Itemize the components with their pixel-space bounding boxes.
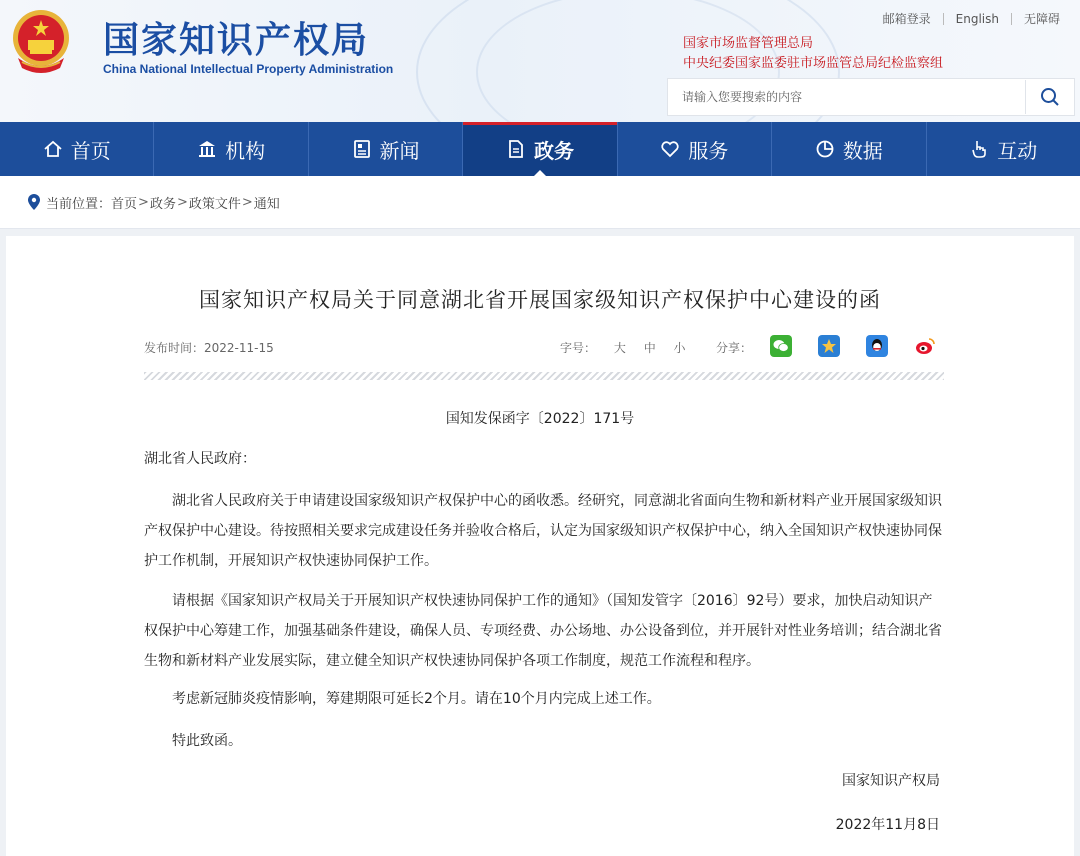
affiliate-link-inspection[interactable]: 中央纪委国家监委驻市场监管总局纪检监察组 [683,56,944,71]
divider [144,372,944,380]
affiliate-link-samr[interactable]: 国家市场监督管理总局 [683,36,814,51]
breadcrumb [0,176,1080,229]
paragraph: 请根据《国家知识产权局关于开展知识产权快速协同保护工作的通知》（国知发管字〔2016〕92号）要求，加快启动知识产权保护中心筹建工作，加强基础条件建设，确保人员、专项经费、办公场地、办公设备到位，并开展针对性业务培训；结合湖北省生物和新材料产业发展实际，建立健全知识产权快速协同保护各项工作制度，规范工作流程和程序。 [144,593,942,669]
breadcrumb-separator: > [138,194,149,210]
nav-item-interaction[interactable] [927,122,1080,176]
document-icon [506,139,526,159]
article [6,236,1074,856]
accessibility-link[interactable]: 无障碍 [1023,12,1060,26]
qzone-icon[interactable] [818,335,840,357]
english-link[interactable]: English [955,11,999,26]
breadcrumb-separator: > [241,194,253,210]
breadcrumb-item[interactable]: 政务 [149,196,176,212]
mail-login-link[interactable]: 邮箱登录 [882,12,931,26]
signer: 国家知识产权局 [842,773,940,789]
nav-item-institution[interactable] [154,122,308,176]
salutation: 湖北省人民政府： [144,451,256,467]
news-icon [352,139,372,159]
nav-item-news[interactable] [309,122,463,176]
font-size-medium[interactable]: 中 [643,341,656,355]
qq-icon[interactable] [866,335,888,357]
nav-item-government-affairs[interactable] [463,122,617,176]
breadcrumb-item[interactable]: 首页 [111,196,138,212]
building-icon [197,139,217,159]
article-title: 国家知识产权局关于同意湖北省开展国家级知识产权保护中心建设的函 [199,288,881,312]
font-size-label: 字号： [560,341,597,355]
font-size-small[interactable]: 小 [673,341,686,355]
national-emblem-icon [10,8,72,78]
paragraph: 湖北省人民政府关于申请建设国家级知识产权保护中心的函收悉。经研究，同意湖北省面向生物和新材料产业开展国家级知识产权保护中心建设。待按照相关要求完成建设任务并验收合格后，认定为国家级知识产权保护中心，纳入全国知识产权快速协同保护工作机制，开展知识产权快速协同保护工作。 [144,493,942,569]
location-pin-icon [28,194,40,210]
nav-item-data[interactable] [772,122,926,176]
nav-item-home[interactable] [0,122,154,176]
wechat-icon[interactable] [770,335,792,357]
sign-date: 2022年11月8日 [835,817,940,833]
heart-icon [660,139,680,159]
search-button[interactable] [1025,80,1074,114]
main-nav [0,122,1080,176]
weibo-icon[interactable] [914,335,936,357]
home-icon [43,139,63,159]
site-header [0,0,1080,122]
hand-pointer-icon [969,139,989,159]
search-input[interactable] [668,79,1025,115]
nav-label: 首页 [70,138,111,163]
pie-chart-icon [815,139,835,159]
nav-label: 新闻 [379,138,420,163]
font-size-large[interactable]: 大 [613,341,626,355]
share-label: 分享： [716,341,753,355]
nav-label: 政务 [533,138,574,163]
font-size-control [560,339,686,356]
site-subtitle: China National Intellectual Property Administration [103,62,394,76]
site-title[interactable]: 国家知识产权局 [103,20,370,61]
breadcrumb-item[interactable]: 政策文件 [188,196,241,212]
search-icon [1040,87,1060,107]
document-number: 国知发保函字〔2022〕171号 [445,411,635,427]
paragraph: 特此致函。 [172,733,242,749]
publish-date: 发布时间：2022-11-15 [144,341,274,355]
nav-label: 互动 [997,138,1038,163]
paragraph: 考虑新冠肺炎疫情影响，筹建期限可延长2个月。请在10个月内完成上述工作。 [172,691,661,707]
breadcrumb-separator: > [176,194,188,210]
breadcrumb-item[interactable]: 通知 [253,196,280,212]
top-links [871,10,1072,27]
nav-label: 机构 [225,138,266,163]
article-meta [144,336,944,360]
nav-item-services[interactable] [618,122,772,176]
nav-label: 服务 [688,138,729,163]
nav-label: 数据 [842,138,883,163]
breadcrumb-prefix: 当前位置： [46,196,112,212]
search-box [667,78,1075,116]
